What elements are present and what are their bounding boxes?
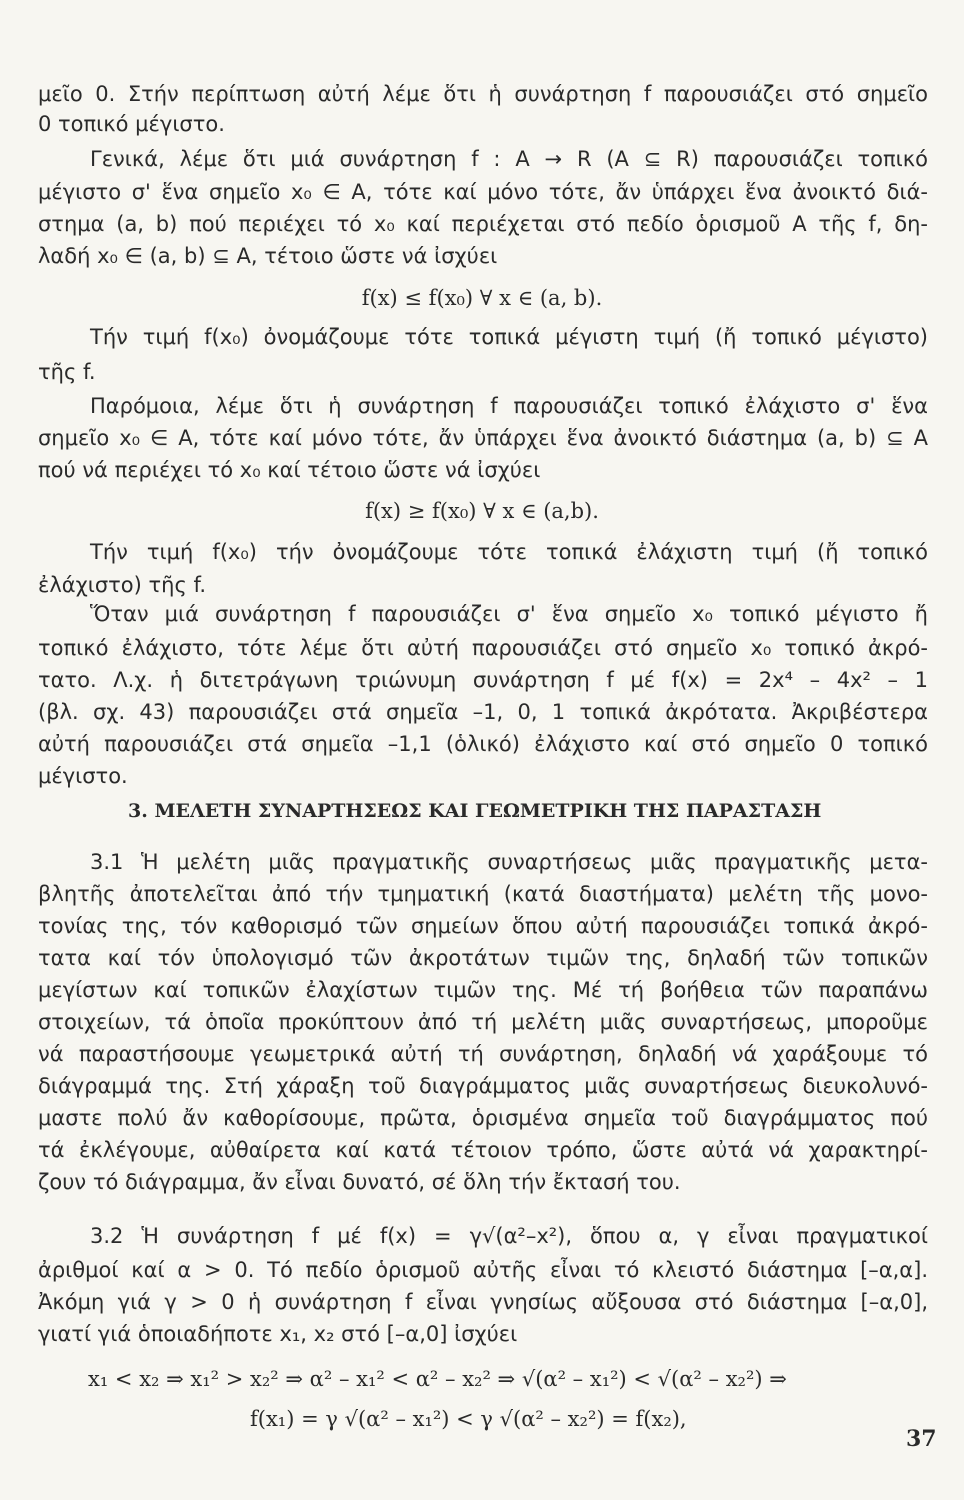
text-line: Ἀκόμη γιά γ > 0 ἡ συνάρτηση f εἶναι γνησίως αὔξουσα στό διάστημα [–α,0], — [38, 1290, 928, 1314]
text-line: Τήν τιμή f(x₀) τήν ὀνομάζουμε τότε τοπικά ἐλάχιστη τιμή (ἤ τοπικό — [90, 540, 928, 564]
text-line: τατο. Λ.χ. ἡ διτετράγωνη τριώνυμη συνάρτηση f μέ f(x) = 2x⁴ – 4x² – 1 — [38, 668, 928, 692]
formula-local-min: f(x) ≥ f(x₀) ∀ x ∈ (a,b). — [365, 499, 599, 523]
text-line: Παρόμοια, λέμε ὅτι ἡ συνάρτηση f παρουσιάζει τοπικό ἐλάχιστο σ' ἕνα — [90, 394, 928, 418]
text-line: (βλ. σχ. 43) παρουσιάζει στά σημεῖα –1, 0, 1 τοπικά ἀκρότατα. Ἀκριβέστερα — [38, 700, 928, 724]
text-line: 0 τοπικό μέγιστο. — [38, 112, 225, 136]
text-line: Ὅταν μιά συνάρτηση f παρουσιάζει σ' ἕνα σημεῖο x₀ τοπικό μέγιστο ἤ — [90, 602, 928, 626]
text-line: 3.2 Ἡ συνάρτηση f μέ f(x) = γ√(α²–x²), ὅπου α, γ εἶναι πραγματικοί — [90, 1224, 928, 1248]
text-line: βλητῆς ἀποτελεῖται ἀπό τήν τμηματική (κατά διαστήματα) μελέτη τῆς μονο- — [38, 882, 928, 906]
text-line: ἐλάχιστο) τῆς f. — [38, 573, 207, 597]
text-line: μεῖο 0. Στήν περίπτωση αὐτή λέμε ὅτι ἡ συνάρτηση f παρουσιάζει στό σημεῖο — [38, 82, 928, 106]
text-line: στημα (a, b) πού περιέχει τό x₀ καί περιέχεται στό πεδίο ὁρισμοῦ A τῆς f, δη- — [38, 212, 928, 236]
text-line: Τήν τιμή f(x₀) ὀνομάζουμε τότε τοπικά μέγιστη τιμή (ἤ τοπικό μέγιστο) — [90, 325, 928, 349]
formula-local-max: f(x) ≤ f(x₀) ∀ x ∈ (a, b). — [361, 286, 603, 310]
text-line: τατα καί τόν ὑπολογισμό τῶν ἀκροτάτων τιμῶν της, δηλαδή τῶν τοπικῶν — [38, 946, 928, 970]
text-line: Γενικά, λέμε ὅτι μιά συνάρτηση f : A → R (A ⊆ R) παρουσιάζει τοπικό — [90, 147, 928, 171]
text-line: διάγραμμά της. Στή χάραξη τοῦ διαγράμματος μιᾶς συναρτήσεως διευκολυνό- — [38, 1074, 928, 1098]
text-line: ἀριθμοί καί α > 0. Τό πεδίο ὁρισμοῦ αὐτῆς εἶναι τό κλειστό διάστημα [–α,α]. — [38, 1258, 928, 1282]
text-line: τοπικό ἐλάχιστο, τότε λέμε ὅτι αὐτή παρουσιάζει στό σημεῖο x₀ τοπικό ἀκρό- — [38, 636, 928, 660]
text-line: αὐτή παρουσιάζει στά σημεῖα –1,1 (ὁλικό) ἐλάχιστο καί στό σημεῖο 0 τοπικό — [38, 732, 928, 756]
text-line: νά παραστήσουμε γεωμετρικά αὐτή τή συνάρτηση, δηλαδή νά χαράξουμε τό — [38, 1042, 928, 1066]
text-line: μέγιστο σ' ἕνα σημεῖο x₀ ∈ A, τότε καί μόνο τότε, ἄν ὑπάρχει ἕνα ἀνοικτό διά- — [38, 180, 928, 204]
formula-inequality-chain: x₁ < x₂ ⇒ x₁² > x₂² ⇒ α² – x₁² < α² – x₂² ⇒ √(α² – x₁²) < √(α² – x₂²) ⇒ — [88, 1367, 787, 1391]
text-line: ζουν τό διάγραμμα, ἄν εἶναι δυνατό, σέ ὅλη τήν ἔκτασή του. — [38, 1170, 681, 1194]
text-line: σημεῖο x₀ ∈ A, τότε καί μόνο τότε, ἄν ὑπάρχει ἕνα ἀνοικτό διάστημα (a, b) ⊆ A — [38, 426, 928, 450]
text-line: στοιχείων, τά ὁποῖα προκύπτουν ἀπό τή μελέτη μιᾶς συναρτήσεως, μποροῦμε — [38, 1010, 928, 1034]
text-line: μέγιστο. — [38, 764, 128, 788]
text-line: τονίας της, τόν καθορισμό τῶν σημείων ὅπου αὐτή παρουσιάζει τοπικά ἀκρό- — [38, 914, 928, 938]
text-line: λαδή x₀ ∈ (a, b) ⊆ A, τέτοιο ὥστε νά ἰσχύει — [38, 244, 498, 268]
text-line: πού νά περιέχει τό x₀ καί τέτοιο ὥστε νά ἰσχύει — [38, 458, 541, 482]
text-line: τά ἐκλέγουμε, αὐθαίρετα καί κατά τέτοιον τρόπο, ὥστε αὐτά νά χαρακτηρί- — [38, 1138, 928, 1162]
formula-function-inequality: f(x₁) = γ √(α² – x₁²) < γ √(α² – x₂²) = f(x₂), — [250, 1407, 687, 1431]
text-line: μεγίστων καί τοπικῶν ἐλαχίστων τιμῶν της. Μέ τή βοήθεια τῶν παραπάνω — [38, 978, 928, 1002]
text-line: γιατί γιά ὁποιαδήποτε x₁, x₂ στό [–α,0] ἰσχύει — [38, 1322, 518, 1346]
section-heading: 3. ΜΕΛΕΤΗ ΣΥΝΑΡΤΗΣΕΩΣ ΚΑΙ ΓΕΩΜΕΤΡΙΚΗ ΤΗΣ ΠΑΡΑΣΤΑΣΗ — [128, 800, 822, 822]
text-line: τῆς f. — [38, 360, 96, 384]
text-line: μαστε πολύ ἄν καθορίσουμε, πρῶτα, ὁρισμένα σημεῖα τοῦ διαγράμματος πού — [38, 1106, 928, 1130]
page-number: 37 — [906, 1426, 937, 1452]
text-line: 3.1 Ἡ μελέτη μιᾶς πραγματικῆς συναρτήσεως μιᾶς πραγματικῆς μετα- — [90, 850, 928, 874]
